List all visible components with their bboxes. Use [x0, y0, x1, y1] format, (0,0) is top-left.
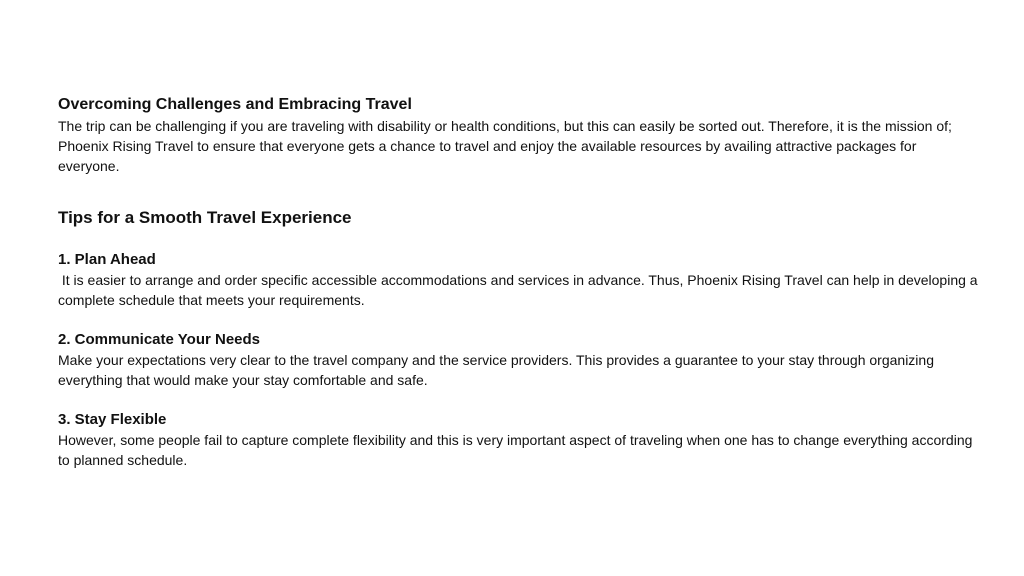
intro-section: [58, 94, 978, 176]
article-content: [58, 94, 982, 490]
intro-paragraph: The trip can be challenging if you are traveling with disability or health conditions, but this can easily be sorted out. Therefore, it is the mission of; Phoenix Rising Travel to ensure that everyone gets a chance to travel and enjoy the available resources by availing attractive packages for everyone.: [58, 118, 956, 174]
tip-title: 2. Communicate Your Needs: [58, 331, 261, 348]
tip-item: [58, 330, 978, 390]
tip-body: Make your expectations very clear to the travel company and the service providers. This provides a guarantee to your stay through organizing everything that would make your stay comfortable and safe.: [58, 352, 938, 388]
tip-item: [58, 250, 982, 310]
tip-item: [58, 410, 978, 470]
tips-heading: Tips for a Smooth Travel Experience: [58, 208, 352, 227]
tip-body: However, some people fail to capture complete flexibility and this is very important aspect of traveling when one has to change everything according to planned schedule.: [58, 432, 977, 468]
tip-title: 3. Stay Flexible: [58, 411, 167, 428]
tip-title: 1. Plan Ahead: [58, 251, 156, 268]
intro-heading: Overcoming Challenges and Embracing Travel: [58, 96, 412, 113]
tip-body: It is easier to arrange and order specific accessible accommodations and services in advance. Thus, Phoenix Rising Travel can help in developing a complete schedule that meets your requirements.: [58, 272, 982, 308]
